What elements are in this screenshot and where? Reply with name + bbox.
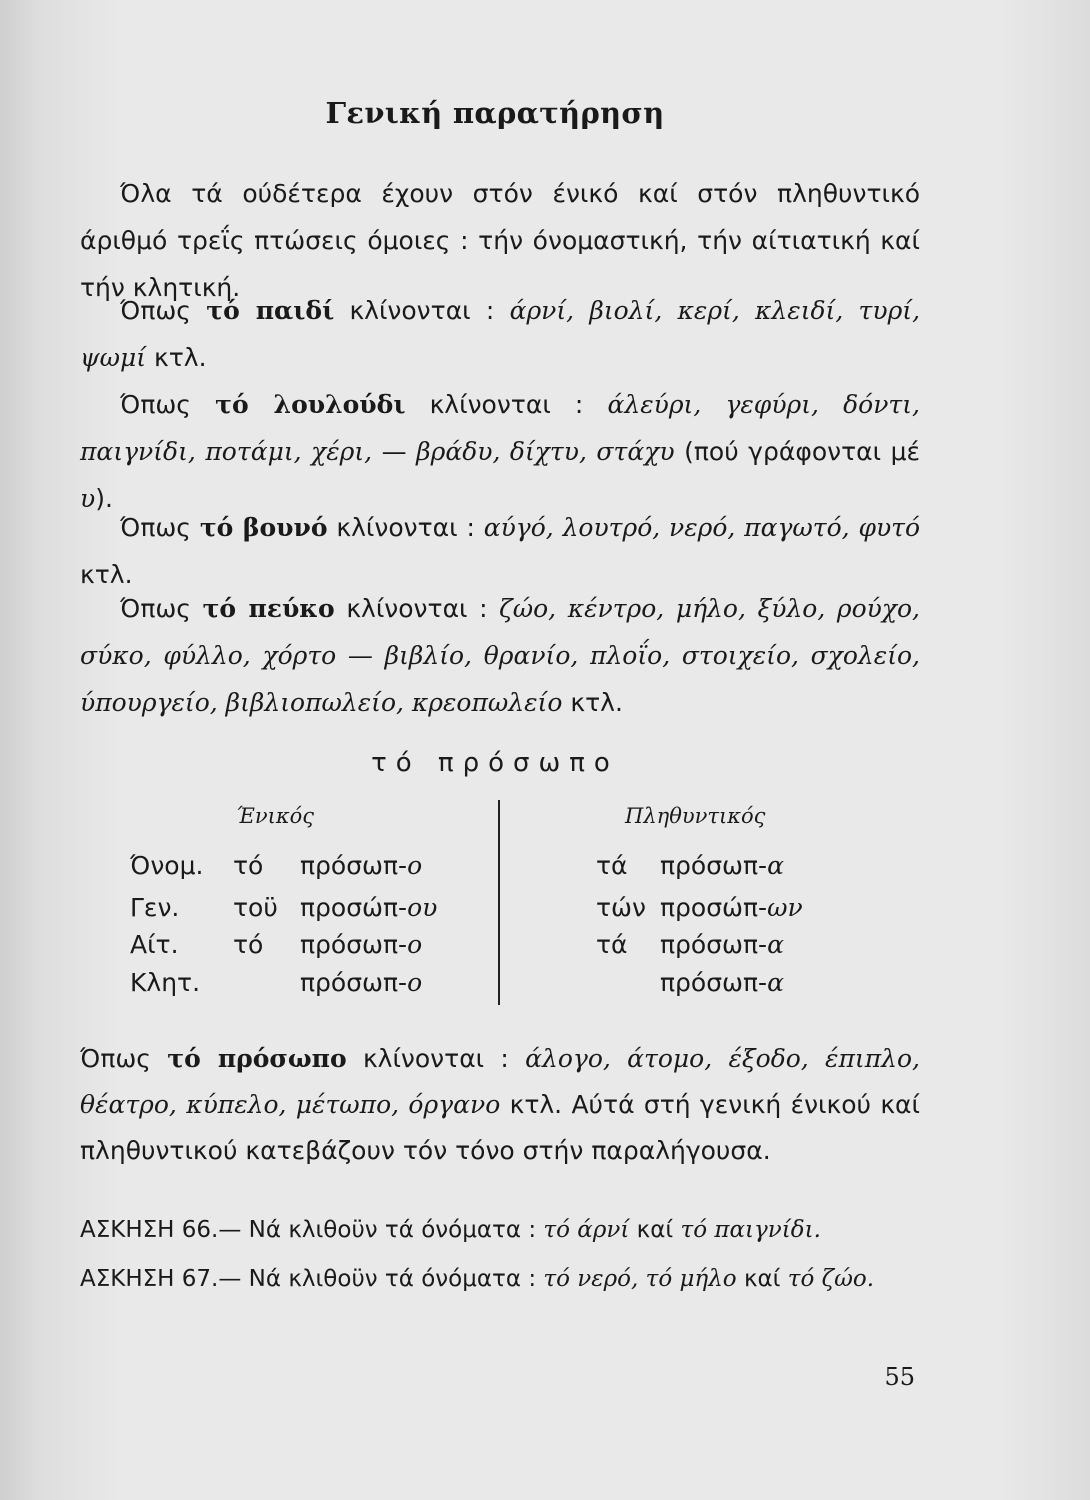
page-title: Γενική παρατήρηση: [325, 96, 665, 130]
article-singular: τό: [233, 930, 264, 959]
form-singular: πρόσωπ-ο: [300, 968, 423, 997]
after-verb: κλίνονται :: [362, 1044, 509, 1073]
case-label: Όνομ.: [130, 851, 204, 880]
model-word: τό λουλούδι: [215, 390, 406, 419]
form-singular: πρόσωπ-ο: [300, 930, 423, 959]
article-plural: τών: [596, 893, 646, 922]
exercise-join: καί: [743, 1266, 781, 1292]
exercise-items: τό άρνί: [543, 1217, 630, 1243]
tail-letter: υ: [80, 484, 96, 513]
table-divider: [498, 800, 500, 1005]
exercise-67: [80, 1256, 920, 1302]
group-lead: Όπως: [120, 594, 191, 623]
after-tail: κτλ. Αύτά στή γενική ένικού καί πληθυντικού κατεβάζουν τόν τόνο στήν παραλήγουσα.: [80, 1090, 920, 1165]
example-words: αύγό, λουτρό, νερό, παγωτό, φυτό: [483, 513, 921, 542]
form-singular: πρόσωπ-ο: [300, 851, 423, 880]
exercise-text: — Νά κλιθοϋν τά όνόματα :: [218, 1217, 537, 1243]
tail-end: ).: [95, 484, 113, 513]
plural-header: Πληθυντικός: [625, 804, 766, 828]
group-tail: κτλ.: [154, 343, 207, 372]
article-singular: τό: [233, 851, 264, 880]
exercise-items-2: τό παιγνίδι.: [680, 1217, 821, 1243]
table-title: τό πρόσωπο: [371, 748, 619, 778]
group-verb: κλίνονται :: [336, 513, 475, 542]
exercise-items: τό νερό, τό μήλο: [543, 1266, 737, 1292]
group-tail: (πού γράφονται μέ: [684, 437, 921, 466]
group-verb: κλίνονται :: [429, 390, 584, 419]
model-word: τό πεύκο: [202, 594, 335, 623]
exercise-text: — Νά κλιθοϋν τά όνόματα :: [218, 1266, 537, 1292]
exercise-label: ΑΣΚΗΣΗ 67.: [80, 1266, 219, 1292]
group-paidi: [80, 287, 920, 381]
form-plural: προσώπ-ων: [660, 893, 803, 922]
example-words: ζώο, κέντρο, μήλο, ξύλο, ρούχο, σύκο, φύλλο, χόρτο — βιβλίο, θρανίο, πλοΐο, στοιχείο, σχολείο, ύπουργείο, βιβλιοπωλείο, κρεοπωλείο: [80, 594, 920, 717]
group-lead: Όπως: [120, 513, 191, 542]
article-singular: τοϋ: [233, 893, 278, 922]
example-words: άλεύρι, γεφύρι, δόντι, παιγνίδι, ποτάμι, χέρι,: [80, 390, 920, 466]
model-word: τό πρόσωπο: [167, 1044, 347, 1073]
group-verb: κλίνονται :: [349, 296, 495, 325]
case-label: Αίτ.: [130, 930, 179, 959]
form-singular: προσώπ-ου: [300, 893, 438, 922]
exercise-66: [80, 1207, 920, 1253]
form-plural: πρόσωπ-α: [660, 851, 784, 880]
article-plural: τά: [596, 851, 628, 880]
example-words: άλογο, άτομο, έξοδο, έπιπλο, θέατρο, κύπελο, μέτωπο, όργανο: [80, 1044, 920, 1119]
form-plural: πρόσωπ-α: [660, 968, 784, 997]
after-table-paragraph: [80, 1036, 920, 1174]
exercise-label: ΑΣΚΗΣΗ 66.: [80, 1217, 219, 1243]
example-words: άρνί, βιολί, κερί, κλειδί, τυρί, ψωμί: [80, 296, 921, 372]
exercise-items-2: τό ζώο.: [787, 1266, 875, 1292]
model-word: τό παιδί: [206, 296, 335, 325]
group-tail: κτλ.: [80, 560, 133, 589]
article-plural: τά: [596, 930, 628, 959]
example-words-2: βράδυ, δίχτυ, στάχυ: [416, 437, 675, 466]
group-vouno: [80, 504, 920, 598]
model-word: τό βουνό: [199, 513, 328, 542]
group-louloudi: [80, 381, 920, 522]
group-lead: Όπως: [120, 296, 191, 325]
form-plural: πρόσωπ-α: [660, 930, 784, 959]
intro-text: Όλα τά ούδέτερα έχουν στόν ένικό καί στόν πληθυντικό άριθμό τρεΐς πτώσεις όμοιες : τήν όνομαστική, τήν αίτιατική καί τήν κλητική.: [80, 179, 920, 302]
case-label: Γεν.: [130, 893, 180, 922]
group-lead: Όπως: [120, 390, 191, 419]
group-verb: κλίνονται :: [346, 594, 488, 623]
exercise-join: καί: [636, 1217, 674, 1243]
group-pefko: [80, 585, 920, 726]
after-lead: Όπως: [80, 1044, 151, 1073]
dash: —: [381, 437, 407, 466]
page-number: 55: [884, 1363, 915, 1391]
case-label: Κλητ.: [130, 968, 201, 997]
group-tail: κτλ.: [570, 688, 623, 717]
singular-header: Ένικός: [236, 804, 315, 828]
